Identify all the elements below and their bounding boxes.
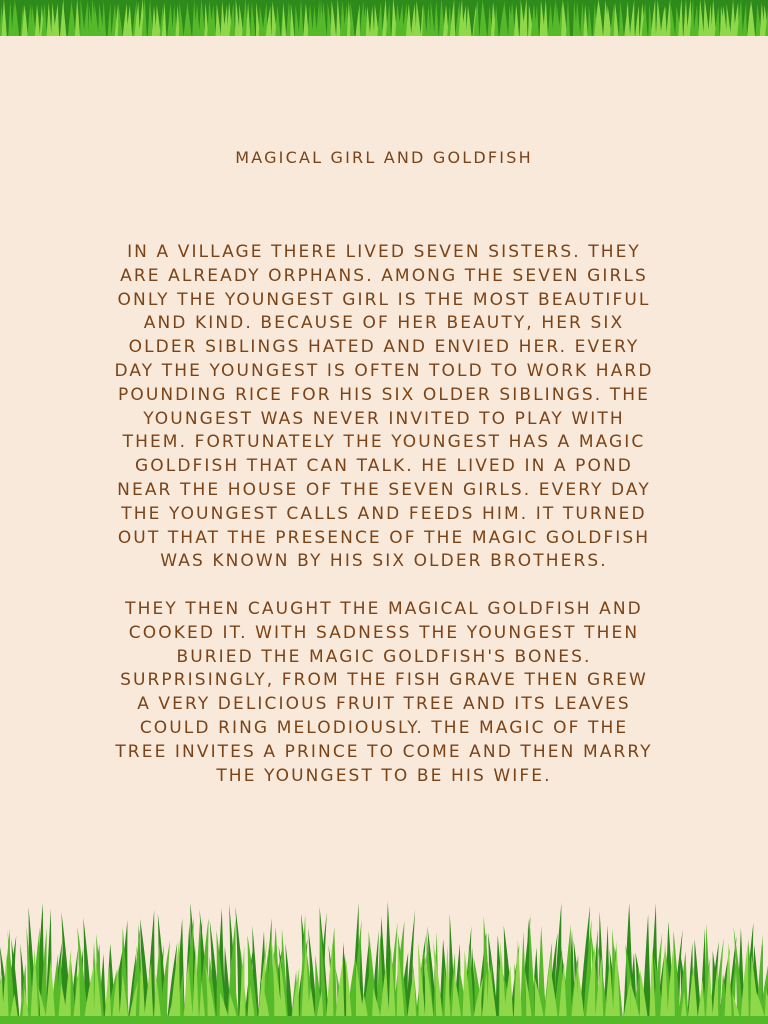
paragraph-line: THEY THEN CAUGHT THE MAGICAL GOLDFISH AND bbox=[125, 599, 643, 619]
paragraph-line: OLDER SIBLINGS HATED AND ENVIED HER. EVERY bbox=[128, 337, 640, 358]
paragraph-line: WAS KNOWN BY HIS SIX OLDER BROTHERS. bbox=[160, 551, 608, 572]
paragraph-line: DAY THE YOUNGEST IS OFTEN TOLD TO WORK HARD bbox=[114, 360, 654, 381]
paragraph-line: ARE ALREADY ORPHANS. AMONG THE SEVEN GIRLS bbox=[120, 265, 648, 286]
paragraph-line: IN A VILLAGE THERE LIVED SEVEN SISTERS. THEY bbox=[127, 242, 641, 262]
page-title: MAGICAL GIRL AND GOLDFISH bbox=[235, 148, 533, 167]
paragraph-line: THE YOUNGEST TO BE HIS WIFE. bbox=[216, 765, 552, 786]
grass-blade bbox=[326, 941, 334, 1024]
grass-ground bbox=[0, 1016, 768, 1024]
story-paragraph-2 bbox=[0, 598, 768, 788]
paragraph-line: YOUNGEST WAS NEVER INVITED TO PLAY WITH bbox=[143, 408, 625, 429]
story-paragraph-1 bbox=[0, 241, 768, 574]
grass-border-bottom bbox=[0, 895, 768, 1024]
paragraph-line: ONLY THE YOUNGEST GIRL IS THE MOST BEAUTIFUL bbox=[117, 289, 651, 310]
paragraph-line: THEM. FORTUNATELY THE YOUNGEST HAS A MAGIC bbox=[122, 432, 646, 453]
grass-blade bbox=[291, 967, 299, 1024]
paragraph-line: TREE INVITES A PRINCE TO COME AND THEN MARRY bbox=[115, 741, 653, 762]
paragraph-line: OUT THAT THE PRESENCE OF THE MAGIC GOLDFISH bbox=[117, 527, 651, 548]
paragraph-line: GOLDFISH THAT CAN TALK. HE LIVED IN A POND bbox=[135, 456, 633, 477]
grass-blade bbox=[544, 955, 551, 1024]
paragraph-line: BURIED THE MAGIC GOLDFISH'S BONES. bbox=[176, 646, 592, 667]
paragraph-line: A VERY DELICIOUS FRUIT TREE AND ITS LEAVES bbox=[137, 694, 631, 715]
paragraph-line: THE YOUNGEST CALLS AND FEEDS HIM. IT TURNED bbox=[121, 503, 647, 524]
paragraph-line: NEAR THE HOUSE OF THE SEVEN GIRLS. EVERY DAY bbox=[117, 479, 651, 500]
paragraph-line: COOKED IT. WITH SADNESS THE YOUNGEST THEN bbox=[128, 622, 640, 643]
paragraph-line: COULD RING MELODIOUSLY. THE MAGIC OF THE bbox=[139, 717, 629, 738]
paragraph-line: POUNDING RICE FOR HIS SIX OLDER SIBLINGS. THE bbox=[117, 384, 650, 405]
paragraph-line: SURPRISINGLY, FROM THE FISH GRAVE THEN GREW bbox=[120, 670, 648, 691]
paragraph-line: AND KIND. BECAUSE OF HER BEAUTY, HER SIX bbox=[143, 313, 625, 334]
grass-border-top bbox=[0, 0, 768, 36]
